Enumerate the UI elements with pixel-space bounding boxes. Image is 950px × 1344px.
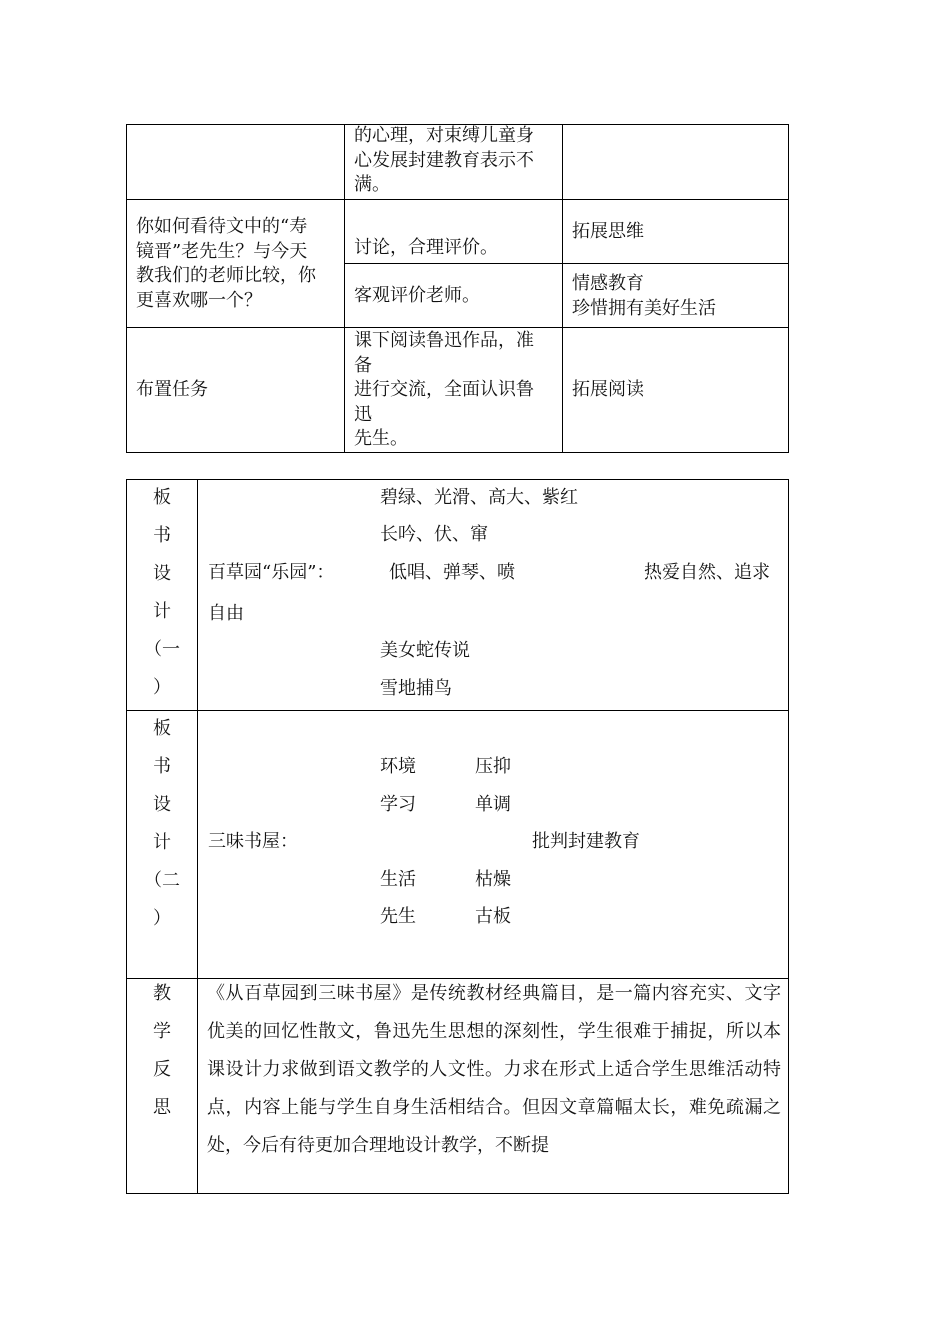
board1-theme: 热爱自然、追求 [644,562,770,583]
teaching-reflection-label [127,975,197,1127]
row-divider [126,327,789,328]
cell-purpose [572,272,716,321]
column-divider [344,124,345,453]
board2-item: 古板 [475,906,511,927]
column-divider [197,479,198,1194]
label-char: 教 [153,983,171,1004]
label-char: 设 [153,794,171,815]
cell-purpose [572,378,644,403]
label-char: ） [153,908,171,929]
table-border-bottom [126,1193,789,1194]
cell-line: 珍惜拥有美好生活 [572,297,716,319]
board2-item: 生活 [380,869,416,890]
board1-theme-cont: 自由 [208,603,244,624]
cell-line: 更喜欢哪一个？ [136,289,262,311]
label-char: 板 [153,718,171,739]
table-border-bottom [126,452,789,453]
label-char: 板 [153,487,171,508]
label-char: 书 [153,756,171,777]
cell-question [136,215,316,313]
board1-line: 雪地捕鸟 [380,678,452,699]
board1-line: 长吟、伏、窜 [380,524,488,545]
lesson-table-continued [126,124,789,453]
table-border-right [788,479,789,1194]
cell-activity [354,284,480,309]
board2-item: 枯燥 [475,869,511,890]
label-char: 学 [153,1021,171,1042]
board2-item: 压抑 [475,756,511,777]
board-design-1-label [127,479,197,707]
cell-line: 教我们的老师比较，你 [136,265,316,286]
label-char: ） [153,677,171,698]
label-char: 计 [153,601,171,622]
cell-line: 备 [354,354,372,376]
cell-line: 的心理，对束缚儿童身 [354,125,534,146]
cell-line: 进行交流，全面认识鲁 [354,379,534,400]
label-char: 思 [153,1097,171,1118]
board-design-2-label [127,710,197,938]
cell-activity [354,236,498,261]
board2-title: 三味书屋： [208,831,298,852]
board2-item: 环境 [380,756,416,777]
cell-line: 你如何看待文中的“寿 [136,216,308,237]
board1-line: 低唱、弹琴、喷 [389,562,515,583]
board-design-table [126,479,789,1194]
board2-item: 单调 [475,794,511,815]
board2-theme: 批判封建教育 [532,831,640,852]
cell-line: 心发展封建教育表示不 [354,149,534,171]
label-char: （一 [144,639,180,660]
cell-line: 先生。 [354,428,408,449]
label-char: （二 [144,870,180,891]
cell-line: 迅 [354,403,372,425]
label-char: 计 [153,832,171,853]
column-divider [562,124,563,453]
board1-line: 碧绿、光滑、高大、紫红 [380,487,578,508]
board2-item: 先生 [380,906,416,927]
label-char: 设 [153,563,171,584]
teaching-reflection-text: 《从百草园到三味书屋》是传统教材经典篇目，是一篇内容充实、文字优美的回忆性散文，鲁迅先生思想的深刻性，学生很难于捕捉，所以本课设计力求做到语文教学的人文性。力求在形式上适合学生思维活动特点，内容上能与学生自身生活相结合。但因文章篇幅太长，难免疏漏之处，今后有待更加合理地设计教学，不断提 [207,983,781,1156]
board1-title: 百草园“乐园”： [208,562,335,583]
table-border-right [788,124,789,453]
board1-line: 美女蛇传说 [380,640,470,661]
cell-line: 镜晋”老先生？与今天 [136,240,308,262]
cell-line: 拓展阅读 [572,379,644,400]
label-char: 书 [153,525,171,546]
cell-line: 情感教育 [572,273,644,294]
cell-activity [354,329,534,452]
table-border-left [126,124,127,453]
cell-purpose [572,220,644,245]
cell-task [136,378,208,403]
table-border-top [126,479,789,480]
label-char: 反 [153,1059,171,1080]
cell-line: 满。 [354,174,390,195]
cell-line: 客观评价老师。 [354,285,480,306]
row-divider [126,199,789,200]
row-divider [344,263,789,264]
row-divider [126,710,789,711]
cell-line: 讨论，合理评价。 [354,237,498,258]
cell-line: 课下阅读鲁迅作品，准 [354,330,534,351]
cell-line: 拓展思维 [572,221,644,242]
board2-item: 学习 [380,794,416,815]
cell-line: 布置任务 [136,379,208,400]
cell-activity [354,124,534,198]
